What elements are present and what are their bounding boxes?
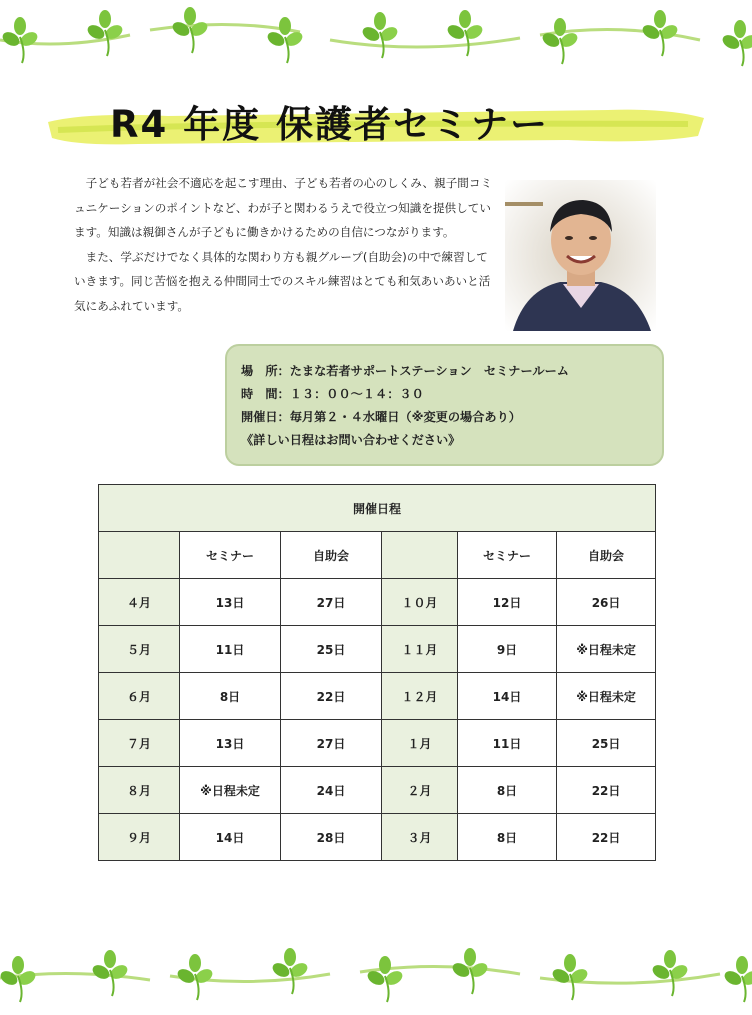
jijokai-date-cell: 22日 bbox=[281, 673, 382, 720]
jijokai-date-cell: 27日 bbox=[281, 720, 382, 767]
month-cell: ７月 bbox=[99, 720, 180, 767]
seminar-date-cell: 9日 bbox=[458, 626, 557, 673]
seminar-date-cell: 12日 bbox=[458, 579, 557, 626]
intro-paragraph-1: 子ども若者が社会不適応を起こす理由、子ども若者の心のしくみ、親子間コミュニケーションのポイントなど、わが子と関わるうえで役立つ知識を提供しています。知識は親御さんが子どもに働きかけるための自信につながります。 bbox=[74, 176, 493, 239]
table-row bbox=[99, 814, 656, 861]
month-cell: ４月 bbox=[99, 579, 180, 626]
table-row bbox=[99, 720, 656, 767]
month-cell: ２月 bbox=[382, 767, 458, 814]
seminar-date-cell: 11日 bbox=[180, 626, 281, 673]
jijokai-date-cell: 22日 bbox=[557, 814, 656, 861]
info-place: 場 所：たまな若者サポートステーション セミナールーム bbox=[241, 364, 569, 378]
blank-header-cell bbox=[99, 532, 180, 579]
schedule-header-row bbox=[99, 532, 656, 579]
presenter-photo bbox=[505, 180, 656, 331]
clover-border-bottom bbox=[0, 938, 752, 1008]
jijokai-date-cell: ※日程未定 bbox=[557, 673, 656, 720]
month-cell: １０月 bbox=[382, 579, 458, 626]
blank-header-cell bbox=[382, 532, 458, 579]
month-cell: ３月 bbox=[382, 814, 458, 861]
jijokai-date-cell: 26日 bbox=[557, 579, 656, 626]
jijokai-date-cell: ※日程未定 bbox=[557, 626, 656, 673]
jijokai-date-cell: 22日 bbox=[557, 767, 656, 814]
jijokai-date-cell: 27日 bbox=[281, 579, 382, 626]
jijokai-date-cell: 24日 bbox=[281, 767, 382, 814]
seminar-date-cell: 11日 bbox=[458, 720, 557, 767]
month-cell: ５月 bbox=[99, 626, 180, 673]
month-cell: １月 bbox=[382, 720, 458, 767]
intro-text bbox=[74, 171, 494, 318]
intro-paragraph-2: また、学ぶだけでなく具体的な関わり方も親グループ(自助会)の中で練習していきます。同じ苦悩を抱える仲間同士でのスキル練習はとても和気あいあいと活気にあふれています。 bbox=[74, 249, 491, 313]
info-note: 《詳しい日程はお問い合わせください》 bbox=[241, 433, 461, 447]
seminar-date-cell: 8日 bbox=[458, 814, 557, 861]
info-box bbox=[225, 344, 664, 466]
jijokai-date-cell: 25日 bbox=[557, 720, 656, 767]
header-jijokai: 自助会 bbox=[281, 532, 382, 579]
seminar-date-cell: 8日 bbox=[180, 673, 281, 720]
seminar-date-cell: 14日 bbox=[458, 673, 557, 720]
info-dates: 開催日：毎月第２・４水曜日（※変更の場合あり） bbox=[241, 410, 521, 424]
seminar-date-cell: ※日程未定 bbox=[180, 767, 281, 814]
schedule-caption: 開催日程 bbox=[99, 485, 656, 532]
page-title: R4 年度 保護者セミナー bbox=[110, 103, 549, 146]
schedule-table bbox=[98, 484, 656, 861]
month-cell: ６月 bbox=[99, 673, 180, 720]
header-seminar: セミナー bbox=[458, 532, 557, 579]
seminar-date-cell: 8日 bbox=[458, 767, 557, 814]
header-jijokai: 自助会 bbox=[557, 532, 656, 579]
table-row bbox=[99, 579, 656, 626]
month-cell: ８月 bbox=[99, 767, 180, 814]
table-row bbox=[99, 673, 656, 720]
table-row bbox=[99, 767, 656, 814]
seminar-date-cell: 14日 bbox=[180, 814, 281, 861]
header-seminar: セミナー bbox=[180, 532, 281, 579]
seminar-date-cell: 13日 bbox=[180, 579, 281, 626]
info-time: 時 間：１３：００～１４：３０ bbox=[241, 387, 424, 401]
month-cell: １１月 bbox=[382, 626, 458, 673]
month-cell: １２月 bbox=[382, 673, 458, 720]
seminar-date-cell: 13日 bbox=[180, 720, 281, 767]
table-row bbox=[99, 626, 656, 673]
jijokai-date-cell: 25日 bbox=[281, 626, 382, 673]
clover-border-top bbox=[0, 0, 752, 70]
month-cell: ９月 bbox=[99, 814, 180, 861]
jijokai-date-cell: 28日 bbox=[281, 814, 382, 861]
